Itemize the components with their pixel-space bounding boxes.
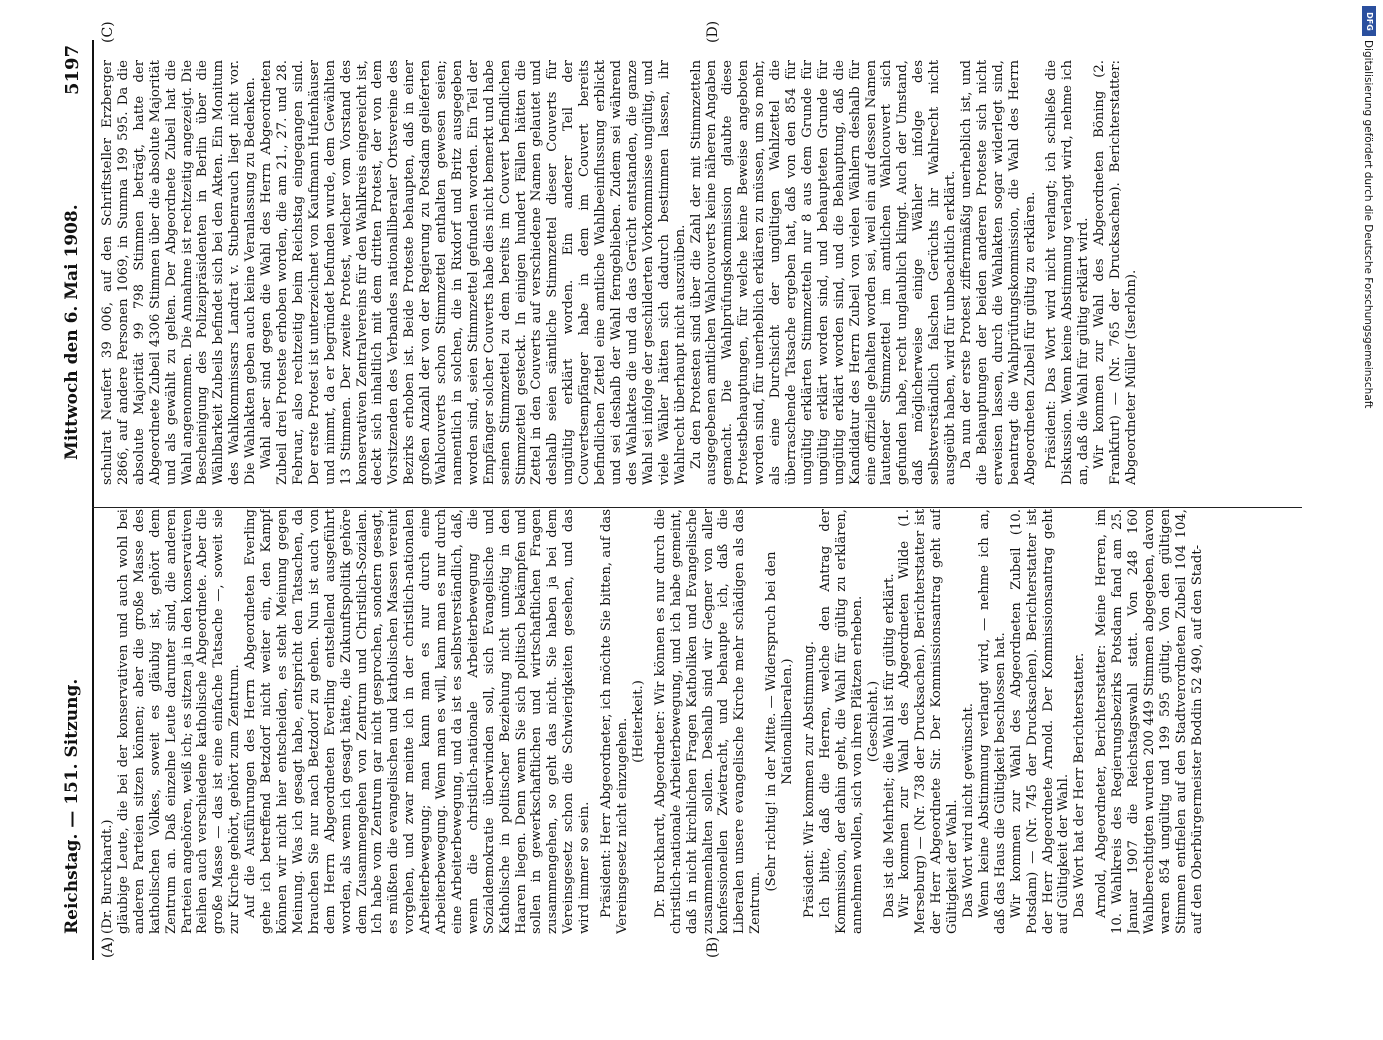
paragraph: Wenn keine Abstimmung verlangt wird, — nehme ich an, daß das Haus die Gültigkeit beschlossen hat. xyxy=(976,509,1008,934)
dfg-logo-text: DFG xyxy=(1364,11,1374,31)
paragraph: Auf die Ausführungen des Herrn Abgeordneten Everling gehe ich betreffend Betzdorf nicht weiter ein, den Kampf können wir nicht hier entscheiden, es steht Meinung gegen Meinung. Was ich gesagt habe, entspricht den Tatsachen, da brauchen Sie nur nach Betzdorf zu gehen. Nun ist auch von dem Herrn Abgeordneten Everling entstellend ausgeführt worden, als wenn ich gesagt hätte, die Zukunftspolitik gehöre dem Zusammengehen von Zentrum und Christlich-Sozialen. Ich habe vom Zentrum gar nicht gesprochen, sondern gesagt, es müßten die evangelischen und katholischen Massen vereint vorgehen, und zwar meinte ich in der christlich-nationalen Arbeiterbewegung; man kann man es nur durch eine Arbeiterbewegung. Wenn man es will, kann man es nur durch eine Arbeiterbewegung, und da ist es selbstverständlich, daß, wenn die christlich-nationale Arbeiterbewegung die Sozialdemokratie überwinden soll, sich Evangelische und Katholische in politischer Beziehung nicht unnötig in den Haaren liegen. Denn wenn Sie sich politisch bekämpfen und sollen in gewerkschaftlichen und wirtschaftlichen Fragen zusammengehen, so geht das nicht. Sie haben ja bei dem Vereinsgesetz schon die Schwierigkeiten gesehen, und das wird immer so sein. xyxy=(243,509,593,934)
paragraph: Das Wort wird nicht gewünscht. xyxy=(961,703,977,918)
paragraph: Wahl aber sind gegen die Wahl des Herrn Abgeordneten Zubeil drei Proteste erhoben worden, die am 21., 27. und 28. Februar, also rechtzeitig beim Reichstag eingegangen sind. Der erste Protest ist unterzeichnet von Kaufmann Hufenhäuser und nimmt, da er begründet befunden wurde, dem Gewählten 13 Stimmen. Der zweite Protest, welcher vom Vorstand des konservativen Zentralvereins für den Wahlkreis eingereicht ist, deckt sich inhaltlich mit dem dritten Protest, der von dem Vorsitzenden des Verbandes nationalliberaler Ortsvereine des Bezirks erhoben ist. Beide Proteste behaupten, daß in einer großen Anzahl der von der Regierung zu Potsdam gelieferten Wahlcouverts schon Stimmzettel enthalten gewesen seien; namentlich in solchen, die in Rixdorf und Britz ausgegeben worden sind, seien Stimmzettel gefunden worden. Ein Teil der Empfänger solcher Couverts habe dies nicht bemerkt und habe seinen Stimmzettel zu dem bereits im Couvert befindlichen Stimmzettel gesteckt. In einigen hundert Fällen hätten die Zettel in den Couverts auf verschiedene Namen gelautet und deshalb seien sämtliche Stimmzettel dieser Couverts für ungültig erklärt worden. Ein anderer Teil der Couvertsempfänger habe in dem im Couvert bereits befindlichen Zettel eine amtliche Wahlbeeinflussung erblickt und sei deshalb der Wahl ferngeblieben. Zudem sei während des Wahlaktes die und da das Gerücht entstanden, die ganze Wahl sei infolge der geschilderten Vorkommnisse ungültig, und viele Wähler hätten sich dadurch bestimmen lassen, ihr Wahlrecht überhaupt nicht auszuüben. xyxy=(259,60,688,485)
paragraph: Da nun der erste Protest ziffernmäßig unerheblich ist, und die Behauptungen der beiden anderen Proteste sich nicht erweisen lassen, durch die Wahlakten sogar widerlegt sind, beantragt die Wahlprüfungskommission, die Wahl des Herrn Abgeordneten Zubeil für gültig zu erklären. xyxy=(958,60,1038,485)
page-header xyxy=(56,0,90,1000)
paragraph: Wir kommen zur Wahl des Abgeordneten Wilde (1. Merseburg) — (Nr. 738 der Drucksachen). Berichterstatter ist der Herr Abgeordnete Sir. Der Kommissionsantrag geht auf Gültigkeit der Wahl. xyxy=(897,509,961,934)
paragraph: Dr. Burckhardt, Abgeordneter: Wir können es nur durch die christlich-nationale Arbeiterbewegung, und ich habe gemeint, daß in nicht kirchlichen Fragen Katholiken und Evangelische zusammenhalten sollen. Deshalb sind wir Gegner von aller konfessionellen Zwietracht, und behaupte ich, daß die Liberalen unsere evangelische Kirche mehr schädigen als das Zentrum. xyxy=(652,509,764,934)
paragraph: Wir kommen zur Wahl des Abgeordneten Böning (2. Frankfurt) — (Nr. 765 der Drucksachen). Berichterstatter: Abgeordneter Müller (Iserlohn). xyxy=(1092,60,1139,485)
margin-marker-c: (C) xyxy=(100,21,116,43)
president-remark: Präsident: Wir kommen zur Abstimmung. xyxy=(801,641,817,918)
president-remark: Präsident: Das Wort wird nicht verlangt; ich schließe die Diskussion. Wenn keine Abstimmung verlangt wird, nehme ich an, daß die Wahl für gültig erklärt wird. xyxy=(1044,60,1092,485)
header-session: Reichstag. — 151. Sitzung. xyxy=(62,678,82,934)
interjection: (Heiterkeit.) xyxy=(630,680,646,763)
paragraph: gläubige Leute, die bei der konservativen und auch wohl bei anderen Parteien sitzen können; aber die große Masse des katholischen Volkes, soweit es gläubig ist, gehört dem Zentrum an. Daß einzelne Leute darunter sind, die anderen Parteien angehören, weiß ich; es sitzen ja in den konservativen Reihen auch verschiedene katholische Abgeordnete. Aber die große Masse — das ist eine einfache Tatsache —, soweit sie zur Kirche gehört, gehört zum Zentrum. xyxy=(115,509,243,934)
paragraph: schulrat Neufert 39 006, auf den Schriftsteller Erzberger 2866, auf andere Personen 1069, in Summa 199 595. Da die absolute Majorität 99 798 Stimmen beträgt, hatte der Abgeordnete Zubeil 4306 Stimmen über die absolute Majorität und als gewählt zu gelten. Der Abgeordnete Zubeil hat die Wahl angenommen. Die Annahme ist rechtzeitig angezeigt. Die Bescheinigung des Polizeipräsidenten in Berlin über die Wählbarkeit Zubeils befindet sich bei den Akten. Ein Monitum des Wahlkommissars Landrat v. Stubenrauch liegt nicht vor. Die Wahlakten geben auch keine Veranlassung zu Bedenken. xyxy=(100,60,259,485)
left-column xyxy=(100,509,1300,934)
page-number: 5197 xyxy=(62,44,83,95)
paragraph: Arnold, Abgeordneter, Berichterstatter: Meine Herren, im 10. Wahlkreis des Regierungsbezirks Potsdam fand am 25. Januar 1907 die Reichstagswahl statt. Von 248 160 Wahlberechtigten wurden 200 449 Stimmen abgegeben, davon waren 854 ungültig und 199 595 gültig. Von den gültigen Stimmen entfielen auf den Stadtverordneten Zubeil 104 104, auf den Oberbürgermeister Boddin 52 490, auf den Stadt- xyxy=(1094,509,1205,934)
margin-marker-d: (D) xyxy=(705,20,721,43)
digitization-note xyxy=(1352,0,1383,1000)
column-divider xyxy=(92,507,1302,508)
header-rule xyxy=(92,40,94,960)
paragraph: Wir kommen zur Wahl des Abgeordneten Zubeil (10. Potsdam) — (Nr. 745 der Drucksachen). Berichterstatter ist der Herr Abgeordnete Arnold. Der Kommissionsantrag geht auf Gültigkeit der Wahl. xyxy=(1008,509,1072,934)
paragraph: Zu den Protesten sind über die Zahl der mit Stimmzetteln ausgegebenen amtlichen Wahlcouverts keine näheren Angaben gemacht. Die Wahlprüfungskommission glaubte diese Protestbehauptungen, für welche keine Beweise angeboten worden sind, für unerheblich erklären zu müssen, um so mehr, als eine Durchsicht der ungültigen Wahlzettel die überraschende Tatsache ergeben hat, daß von den 854 für ungültig erklärten Stimmzetteln nur 8 aus dem Grunde für ungültig erklärt worden sind, und behaupteten Grunde für ungültig erklärt worden sind, und die Behauptung, daß die Kandidatur des Herrn Zubeil von vielen Wählern deshalb für eine offizielle gehalten worden sei, weil ein auf dessen Namen lautender Stimmzettel im amtlichen Wahlcouvert sich gefunden habe, recht unglaublich klingt. Auch der Umstand, daß möglicherweise einige Wähler infolge des selbstverständlich falschen Gerüchts ihr Wahlrecht nicht ausgeübt haben, wird für unbeachtlich erklärt. xyxy=(688,60,959,485)
digitization-note-text: Digitalisierung gefördert durch die Deutsche Forschungsgemeinschaft xyxy=(1362,40,1374,409)
paragraph: Das Wort hat der Herr Berichterstatter. xyxy=(1072,652,1088,918)
paragraph: Das ist die Mehrheit; die Wahl ist für gültig erklärt. xyxy=(881,573,897,918)
interjection: (Sehr richtig! in der Mitte. — Widerspruch bei den Nationalliberalen.) xyxy=(764,551,796,892)
president-remark: Präsident: Herr Abgeordneter, ich möchte Sie bitten, auf das Vereinsgesetz nicht einzugehen. xyxy=(599,509,630,934)
margin-marker-a: (A) xyxy=(100,936,116,958)
interjection: (Geschieht.) xyxy=(865,680,881,763)
dfg-logo xyxy=(1362,6,1376,36)
right-column xyxy=(100,60,1300,485)
header-date: Mittwoch den 6. Mai 1908. xyxy=(62,204,82,460)
paragraph: Ich bitte, daß die Herren, welche den Antrag der Kommission, der dahin geht, die Wahl für gültig zu erklären, annehmen wollen, sich von ihren Plätzen erheben. xyxy=(817,509,865,934)
margin-marker-b: (B) xyxy=(705,936,721,958)
speaker-label: (Dr. Burckhardt.) xyxy=(100,819,115,934)
